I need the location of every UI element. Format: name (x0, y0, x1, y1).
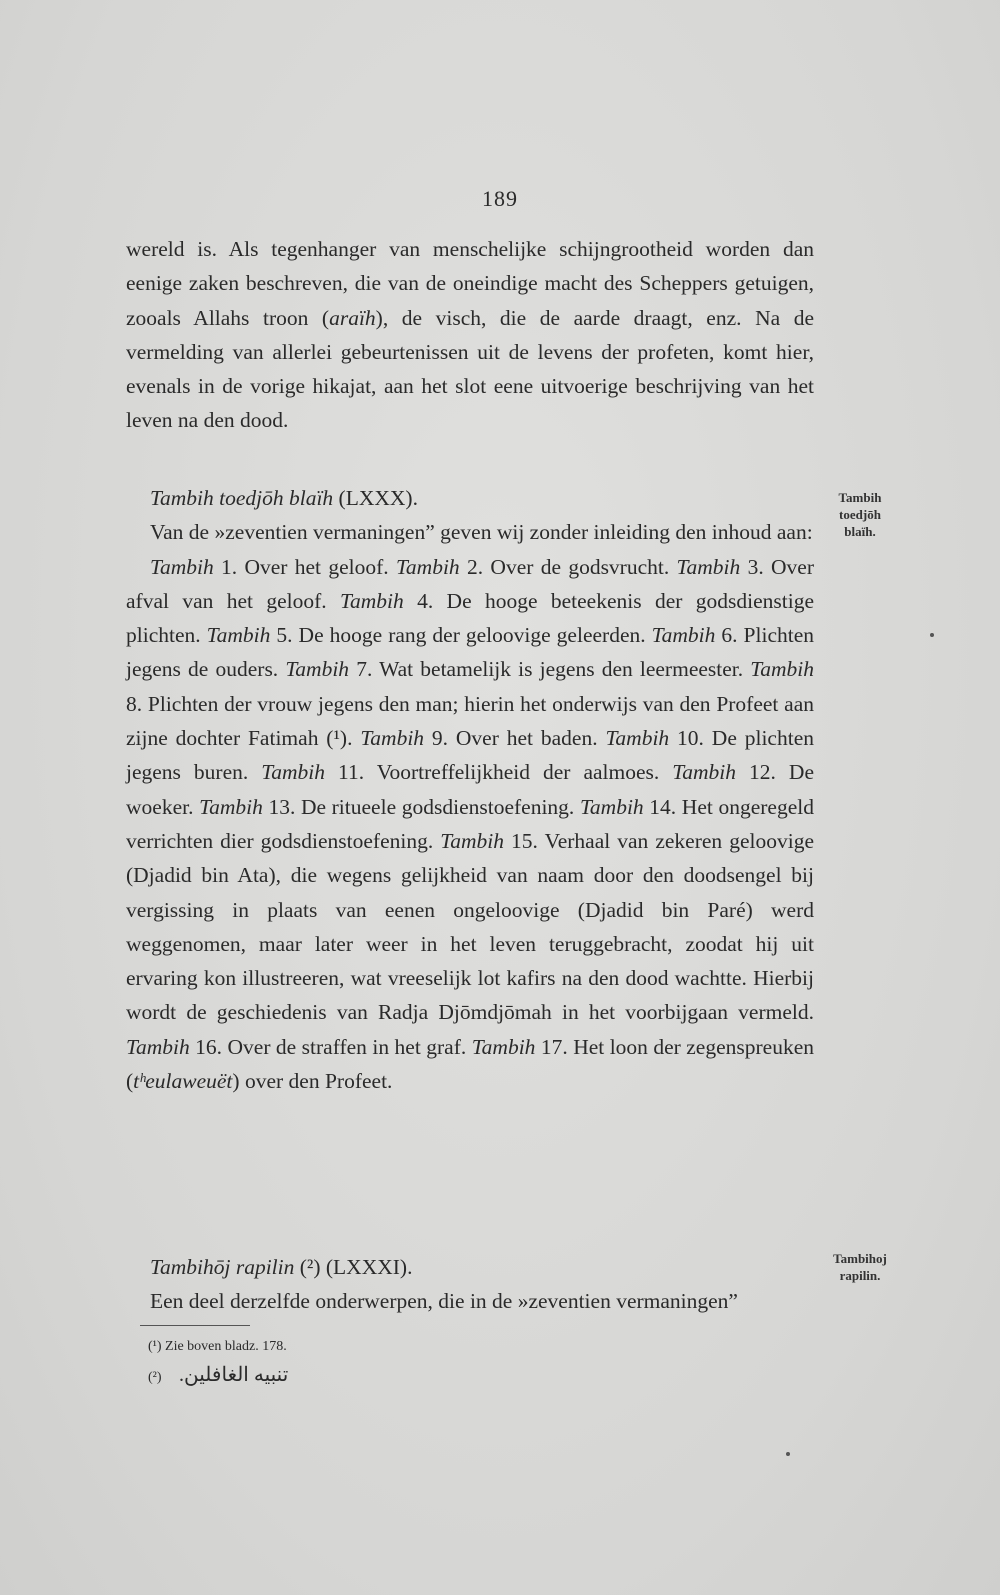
tambih-item-text: 6. Plichten jegens de ouders. (126, 623, 814, 682)
tambih-item-text: 8. Plichten der vrouw jegens den man; hierin het onderwijs van den Profeet aan zijne dochter Fatimah (¹). (126, 691, 814, 751)
tambih-label: Tambih (440, 828, 504, 853)
tambih-label: Tambih (395, 554, 460, 579)
tambih-label: Tambih (579, 794, 644, 819)
tambih-label: Tambih (261, 760, 326, 785)
tambih-label: Tambih (676, 554, 741, 579)
tambih-label: Tambih (360, 726, 425, 751)
tambih-list (126, 550, 814, 1099)
tambih-item-text: 14. Het ongeregeld verrichten dier godsdienstoefening. (126, 794, 814, 853)
tambih-item-text: 11. Voortreffelijkheid der aalmoes. (325, 760, 673, 785)
tambih-item-text: 12. De woeker. (126, 760, 814, 819)
intro-text-part-1: wereld is. Als tegenhanger van menschelijke schijngrootheid worden dan eenige zaken beschreven, die van de oneindige macht des Scheppers getuigen, zooals Allahs troon ( (126, 237, 814, 330)
intro-paragraph (126, 232, 814, 438)
paper-speck (786, 1452, 790, 1456)
intro-text-part-2: ), de visch, die de aarde draagt, enz. Na de vermelding van allerlei gebeurtenissen uit de levens der profeten, komt hier, evenals in de vorige hikajat, aan het slot eene uitvoerige beschrijving van het leven na den dood. (126, 305, 814, 433)
tambih-item-text: 4. De hooge beteekenis der godsdienstige plichten. (126, 588, 814, 648)
tambih-item-text: 1. Over het geloof. (213, 554, 396, 579)
tambih-label: Tambih (651, 623, 716, 648)
tambih-label: Tambih (605, 726, 670, 751)
tambih-item-text: 5. De hooge rang der geloovige geleerden. (270, 623, 652, 648)
tambih-item-text: ) over den Profeet. (232, 1069, 393, 1094)
tambih-item-text: 13. De ritueele godsdienstoefening. (262, 794, 580, 819)
tambih-item-text: 17. Het loon der zegenspreuken ( (126, 1034, 815, 1094)
tambih-label: Tambih (150, 554, 214, 579)
section-heading (126, 481, 814, 515)
section-intro: Een deel derzelfde onderwerpen, die in de »zeventien vermaningen” (150, 1289, 738, 1314)
tambih-item-text: 2. Over de godsvrucht. (459, 554, 677, 579)
margin-note-line: Tambih (838, 490, 882, 505)
tambih-label: Tambih (126, 1034, 190, 1059)
footnote-marker: (²) (148, 1370, 162, 1385)
intro-italic-term: araïh (329, 305, 376, 330)
margin-note-line: rapilin. (839, 1268, 881, 1283)
section-heading-number: (LXXX). (333, 486, 418, 510)
footnote-marker: (¹) (148, 1339, 162, 1354)
footnote-1 (148, 1333, 648, 1361)
tambih-label: Tambih (339, 588, 404, 613)
tambih-item-text: 10. De plichten jegens buren. (126, 726, 814, 785)
tambih-item-text: 16. Over de straffen in het graf. (189, 1034, 472, 1059)
tambih-italic-term: tʰeulaweuët (133, 1069, 233, 1094)
footnote-text: Zie boven bladz. 178. (165, 1339, 287, 1354)
section-heading-title: Tambihōj rapilin (150, 1255, 295, 1279)
section-tambih-toedjoh (126, 481, 814, 1098)
section-tambihoj-rapilin (126, 1250, 814, 1319)
intro-text (126, 232, 814, 438)
page-number: 189 (482, 186, 518, 211)
margin-note-line: Tambihoj (833, 1251, 887, 1266)
margin-note-rapilin (818, 1250, 902, 1284)
margin-note-line: toedjōh (839, 507, 881, 522)
tambih-item-text: 7. Wat betamelijk is jegens den leermeester. (349, 657, 751, 682)
tambih-item-text: 9. Over het baden. (424, 726, 606, 751)
section-intro: Van de »zeventien vermaningen” geven wij zonder inleiding den inhoud aan: (150, 520, 813, 545)
margin-note-line: blaïh. (844, 524, 876, 539)
footnote-arabic-text: تنبيه الغافلين. (179, 1364, 289, 1386)
tambih-label: Tambih (206, 623, 271, 648)
paper-speck (930, 633, 934, 637)
section-heading-title: Tambih toedjōh blaïh (150, 486, 334, 510)
footnote-2 (148, 1361, 648, 1392)
tambih-label: Tambih (672, 760, 737, 785)
tambih-item-text: 3. Over afval van het geloof. (126, 554, 814, 613)
tambih-label: Tambih (285, 657, 350, 682)
footnote-divider (140, 1325, 250, 1326)
section-heading-number: (²) (LXXXI). (294, 1255, 413, 1279)
tambih-item-text: 15. Verhaal van zekeren geloovige (Djadid bin Ata), die wegens gelijkheid van naam door den doodsengel bij vergissing in plaats van eenen ongeloovige (Djadid bin Paré) werd weggenomen, maar later weer in het leven teruggebracht, zoodat hij uit ervaring kon illustreeren, wat vreeselijk lot kafirs na den dood wachtte. Hierbij wordt de geschiedenis van Radja Djōmdjōmah in het voorbijgaan vermeld. (126, 828, 815, 1025)
section-heading (126, 1250, 814, 1284)
footnotes (148, 1333, 648, 1392)
tambih-label: Tambih (750, 657, 815, 682)
margin-note-toedjoh (818, 489, 902, 540)
tambih-label: Tambih (471, 1034, 536, 1059)
tambih-label: Tambih (199, 794, 263, 819)
